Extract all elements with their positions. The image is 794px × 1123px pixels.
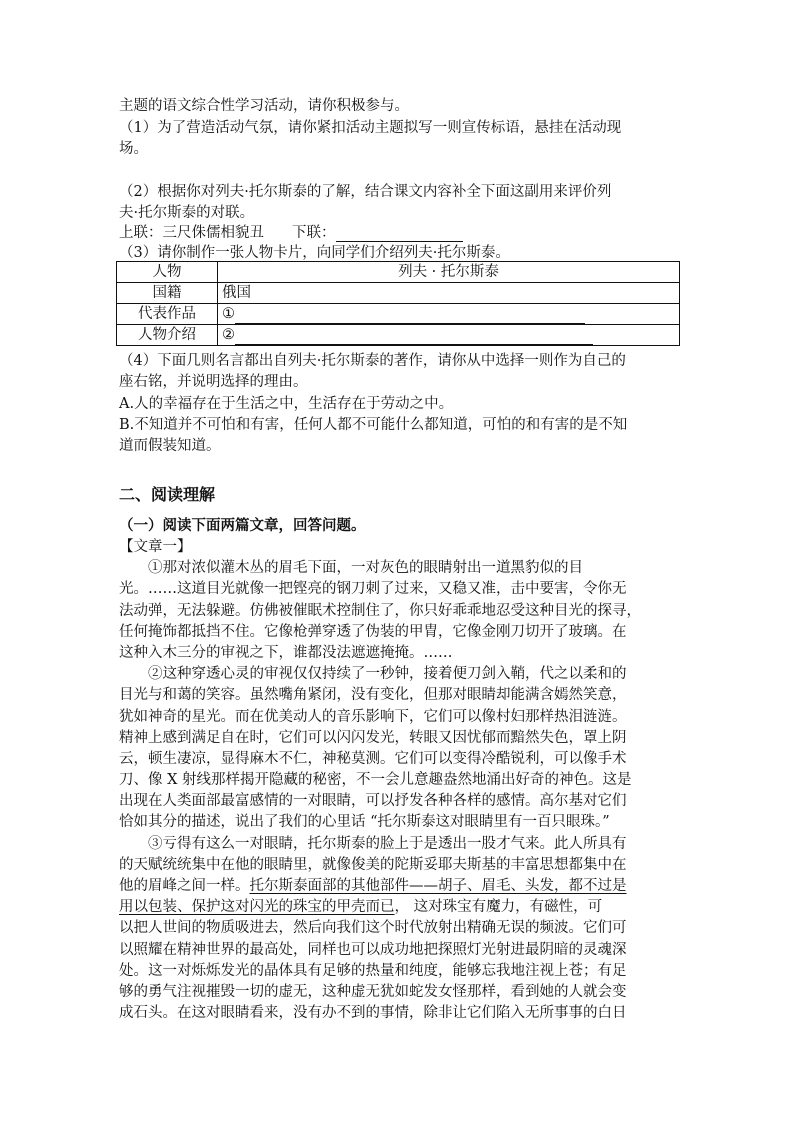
article-text: ， 这对珠宝有魔力，有磁性，可 (394, 899, 603, 915)
row-value-works[interactable] (218, 304, 680, 325)
intro-line: 主题的语文综合性学习活动，请你积极参与。 (119, 98, 409, 114)
works-blank[interactable] (235, 309, 585, 324)
works-marker: ① (222, 306, 235, 322)
intro-blank[interactable] (235, 330, 593, 345)
underlined-sentence: 托尔斯泰面部的其他部件——胡子、眉毛、头发，都不过是 (249, 878, 627, 894)
underlined-sentence-cont: 用以包装、保护这对闪光的珠宝的甲壳而已 (119, 899, 395, 915)
question-4-cont: 座右铭，并说明选择的理由。 (119, 374, 308, 390)
option-b-cont: 道而假装知道。 (119, 438, 221, 454)
table-row (117, 304, 680, 325)
option-a: A.人的幸福存在于生活之中，生活存在于劳动之中。 (119, 396, 454, 412)
intro-marker: ② (222, 327, 235, 343)
article-line: 精神上感到满足自在时，它们可以闪闪发光，转眼又因忧郁而黯然失色，罩上阴 (119, 730, 627, 746)
article-line: 以把人世间的物质吸进去，然后向我们这个时代放射出精确无误的频波。它们可 (119, 920, 627, 936)
article-line: 以照耀在精神世界的最高处，同样也可以成功地把探照灯光射进最阴暗的灵魂深 (119, 942, 627, 958)
question-1: （1）为了营造活动气氛，请你紧扣活动主题拟写一则宣传标语，悬挂在活动现 (119, 120, 622, 136)
article-line: 恰如其分的描述，说出了我们的心里话 “托尔斯泰这对眼睛里有一百只眼珠。” (119, 814, 610, 830)
article-line: ②这种穿透心灵的审视仅仅持续了一秒钟，接着便刀剑入鞘，代之以柔和的 (148, 666, 627, 682)
article-label: 【文章一】 (119, 539, 192, 555)
table-row (117, 283, 680, 304)
table-row (117, 262, 680, 283)
section-title: 二、阅读理解 (119, 485, 216, 504)
article-line (119, 898, 602, 916)
row-value-person: 列夫 · 托尔斯泰 (218, 262, 680, 283)
question-1-cont: 场。 (119, 141, 148, 157)
article-line: 任何掩饰都抵挡不住。它像枪弹穿透了伪装的甲胄，它像金刚刀切开了玻璃。在 (119, 624, 627, 640)
row-value-intro[interactable] (218, 325, 680, 346)
article-line: ①那对浓似灌木丛的眉毛下面，一对灰色的眼睛射出一道黑豹似的目 (148, 560, 583, 576)
article-line: 出现在人类面部最富感情的一对眼睛，可以抒发各种各样的感情。高尔基对它们 (119, 793, 627, 809)
article-line: 目光与和蔼的笑容。虽然嘴角紧闭，没有变化，但那对眼睛却能满含嫣然笑意， (119, 687, 627, 703)
article-line: ③亏得有这么一对眼睛，托尔斯泰的脸上于是透出一股才气来。此人所具有 (148, 836, 627, 852)
article-line: 够的勇气注视摧毁一切的虚无，这种虚无犹如蛇发女怪那样，看到她的人就会变 (119, 984, 627, 1000)
article-line: 的天赋统统集中在他的眼睛里，就像俊美的陀斯妥耶夫斯基的丰富思想都集中在 (119, 857, 627, 873)
couplet-upper: 上联：三尺侏儒相貌丑 (119, 225, 264, 241)
row-label-works: 代表作品 (117, 304, 218, 325)
row-label-intro: 人物介绍 (117, 325, 218, 346)
article-line: 处。这一对烁烁发光的晶体具有足够的热量和纯度，能够忘我地注视上苍；有足 (119, 963, 627, 979)
question-4: （4）下面几则名言都出自列夫·托尔斯泰的著作，请你从中选择一则作为自己的 (119, 353, 626, 369)
article-line: 光。……这道目光就像一把铿亮的钢刀刺了过来，又稳又准，击中要害，令你无 (119, 581, 627, 597)
article-line: 犹如神奇的星光。而在优美动人的音乐影响下，它们可以像村妇那样热泪涟涟。 (119, 709, 627, 725)
question-2: （2）根据你对列夫·托尔斯泰的了解，结合课文内容补全下面这副用来评价列 (119, 184, 612, 200)
article-line (119, 877, 627, 895)
article-line: 法动弹，无法躲避。仿佛被催眠术控制住了，你只好乖乖地忍受这种目光的探寻， (119, 603, 641, 619)
article-line: 成石头。在这对眼睛看来，没有办不到的事情，除非让它们陷入无所事事的白日 (119, 1005, 627, 1021)
article-line: 云，顿生凄凉，显得麻木不仁，神秘莫测。它们可以变得冷酷锐利，可以像手术 (119, 751, 627, 767)
question-2-cont: 夫·托尔斯泰的对联。 (119, 205, 255, 221)
article-text: 他的眉峰之间一样。 (119, 878, 250, 894)
person-card-table (116, 261, 680, 346)
couplet-lower-blank[interactable] (336, 227, 463, 242)
table-row (117, 325, 680, 346)
article-line: 这种入木三分的审视之下，谁都没法遮遮掩掩。…… (119, 645, 453, 661)
row-label-nationality: 国籍 (117, 283, 218, 304)
couplet-row (119, 224, 463, 242)
row-value-nationality: 俄国 (218, 283, 680, 304)
option-b: B.不知道并不可怕和有害，任何人都不可能什么都知道，可怕的和有害的是不知 (119, 417, 628, 433)
section-subtitle: （一）阅读下面两篇文章，回答问题。 (119, 517, 366, 534)
row-label-person: 人物 (117, 262, 218, 283)
couplet-lower-label: 下联： (292, 225, 336, 241)
article-line: 刀、像 X 射线那样揭开隐藏的秘密，不一会儿意趣盎然地涌出好奇的神色。这是 (119, 772, 632, 788)
question-3: （3）请你制作一张人物卡片，向同学们介绍列夫·托尔斯泰。 (119, 245, 510, 261)
